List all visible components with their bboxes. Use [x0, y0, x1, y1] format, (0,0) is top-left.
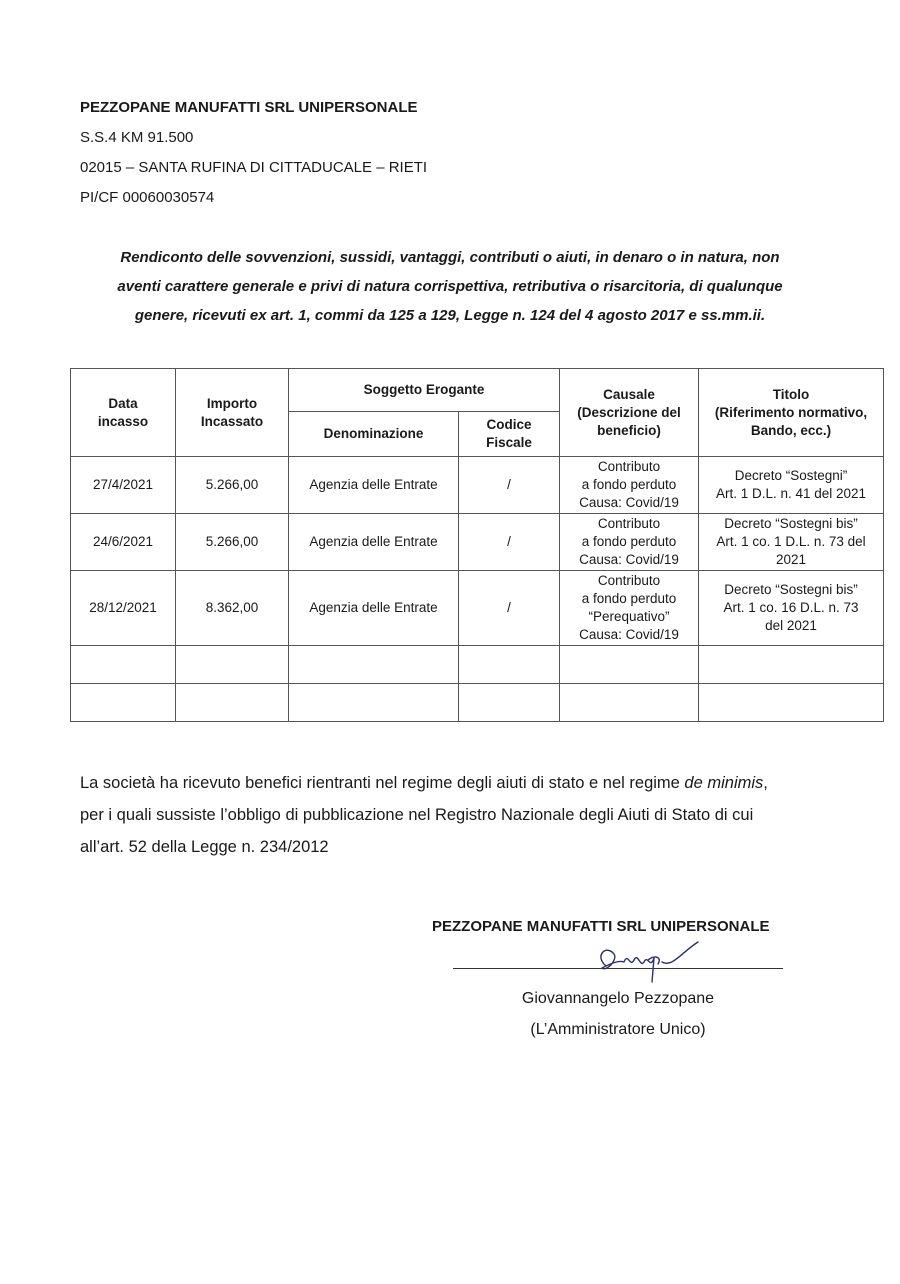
cell-fiscal: / [459, 457, 560, 514]
intro-line-1: Rendiconto delle sovvenzioni, sussidi, vantaggi, contributi o aiuti, in denaro o in natura, non [120, 249, 780, 266]
address-line-2: 02015 – SANTA RUFINA DI CITTADUCALE – RIETI [80, 159, 428, 176]
table-header-row [71, 369, 884, 412]
cell-title: Decreto “Sostegni” Art. 1 D.L. n. 41 del 2021 [699, 457, 884, 514]
signatory [453, 983, 783, 1045]
cell-fiscal: / [459, 571, 560, 646]
intro-line-2: aventi carattere generale e privi di natura corrispettiva, retributiva o risarcitoria, di qualunque [117, 278, 783, 295]
empty-cell [699, 684, 884, 722]
table-row-empty [71, 684, 884, 722]
empty-cell [176, 646, 289, 684]
table-row-empty [71, 646, 884, 684]
table-row [71, 457, 884, 514]
paragraph-line-1: La società ha ricevuto benefici rientranti nel regime degli aiuti di stato e nel regime de minimis, [80, 774, 768, 792]
cell-amount: 5.266,00 [176, 457, 289, 514]
header-title: Titolo (Riferimento normativo, Bando, ecc.) [699, 369, 884, 457]
header-name: Denominazione [289, 412, 459, 457]
cell-date: 24/6/2021 [71, 514, 176, 571]
cell-title: Decreto “Sostegni bis” Art. 1 co. 16 D.L. n. 73 del 2021 [699, 571, 884, 646]
header-grantor: Soggetto Erogante [289, 369, 560, 412]
paragraph-line-2: per i quali sussiste l’obbligo di pubblicazione nel Registro Nazionale degli Aiuti di Stato di cui [80, 806, 754, 824]
cell-cause: Contributo a fondo perduto Causa: Covid/19 [560, 457, 699, 514]
paragraph-line-3: all’art. 52 della Legge n. 234/2012 [80, 838, 329, 856]
cell-title: Decreto “Sostegni bis” Art. 1 co. 1 D.L. n. 73 del 2021 [699, 514, 884, 571]
empty-cell [71, 684, 176, 722]
signatory-name: Giovannangelo Pezzopane [521, 990, 715, 1007]
table-row [71, 514, 884, 571]
company-name: PEZZOPANE MANUFATTI SRL UNIPERSONALE [80, 99, 418, 116]
cell-cause: Contributo a fondo perduto “Perequativo” Causa: Covid/19 [560, 571, 699, 646]
empty-cell [289, 684, 459, 722]
cell-name: Agenzia delle Entrate [289, 514, 459, 571]
empty-cell [71, 646, 176, 684]
header-cause: Causale (Descrizione del beneficio) [560, 369, 699, 457]
signatory-role: (L’Amministratore Unico) [530, 1021, 706, 1038]
cell-name: Agenzia delle Entrate [289, 571, 459, 646]
cell-fiscal: / [459, 514, 560, 571]
header-amount: Importo Incassato [176, 369, 289, 457]
empty-cell [560, 646, 699, 684]
signature-company: PEZZOPANE MANUFATTI SRL UNIPERSONALE [432, 918, 770, 935]
empty-cell [560, 684, 699, 722]
empty-cell [699, 646, 884, 684]
grants-table [70, 368, 884, 722]
cell-date: 28/12/2021 [71, 571, 176, 646]
address-line-1: S.S.4 KM 91.500 [80, 129, 194, 146]
empty-cell [176, 684, 289, 722]
empty-cell [459, 684, 560, 722]
handwritten-signature [592, 938, 712, 988]
cell-date: 27/4/2021 [71, 457, 176, 514]
intro-line-3: genere, ricevuti ex art. 1, commi da 125 a 129, Legge n. 124 del 4 agosto 2017 e ss.mm.ii. [134, 307, 766, 324]
header-date: Data incasso [71, 369, 176, 457]
declaration-paragraph [80, 767, 840, 863]
empty-cell [459, 646, 560, 684]
tax-id: PI/CF 00060030574 [80, 189, 215, 206]
cell-cause: Contributo a fondo perduto Causa: Covid/19 [560, 514, 699, 571]
signature-line [453, 968, 783, 969]
cell-amount: 8.362,00 [176, 571, 289, 646]
cell-name: Agenzia delle Entrate [289, 457, 459, 514]
empty-cell [289, 646, 459, 684]
report-intro [80, 243, 820, 330]
header-fiscal-code: Codice Fiscale [459, 412, 560, 457]
cell-amount: 5.266,00 [176, 514, 289, 571]
company-header [80, 93, 427, 213]
table-row [71, 571, 884, 646]
